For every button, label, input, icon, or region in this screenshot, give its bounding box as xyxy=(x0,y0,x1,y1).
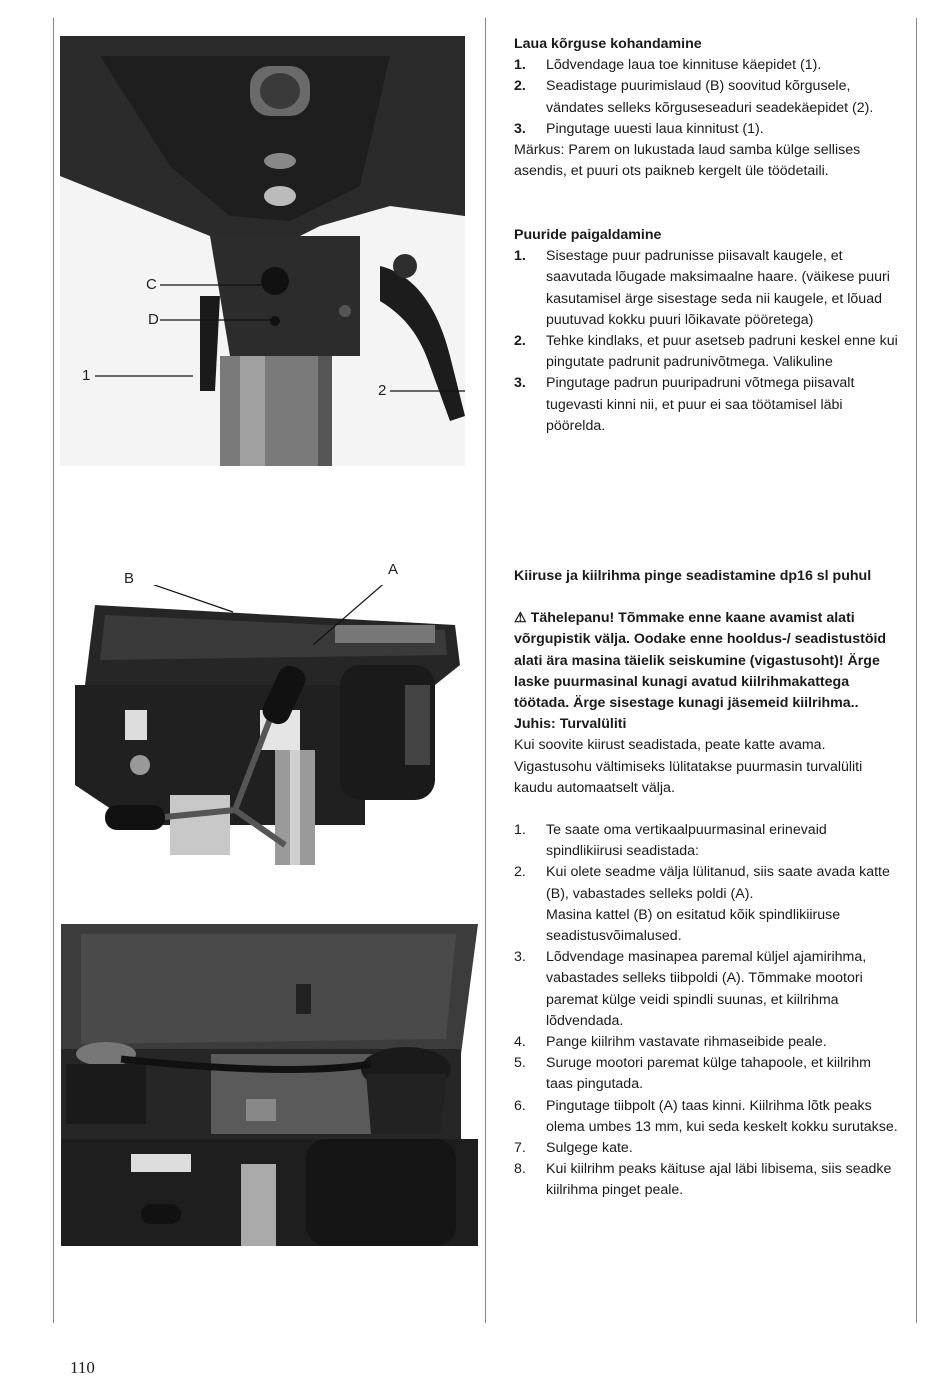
list-item: 5. Suruge mootori paremat külge tahapoole, et kiilrihm taas pingutada. xyxy=(514,1055,871,1093)
page-number: 110 xyxy=(70,1358,95,1377)
list-item: 3. Pingutage padrun puuripadruni võtmega piisavalt tugevasti kinni nii, et puur ei saa töötamisel läbi pöörelda. xyxy=(514,375,855,434)
callout-b: B xyxy=(124,570,135,587)
warning-text: ⚠ Tähelepanu! Tõmmake enne kaane avamist alati võrgupistik välja. Oodake enne hooldus-/ seadistustöid alati ära masina täielik seiskumine (vigastusoht)! Ärge laske puurmasinal kunagi avatud kiilrihmakattega töötada. Ärge sisestage kunagi jäsemeid kiilrihma.. xyxy=(514,610,887,712)
list-item: 1. Sisestage puur padrunisse piisavalt kaugele, et saavutada lõugade maksimaalne haare. (väikese puuri kasutamisel ärge sisestage seda nii kaugele, et lõuad puutuvad kokku puuri lõikavate pööretega) xyxy=(514,248,890,328)
list-item: 2. Seadistage puurimislaud (B) soovitud kõrgusele, vändates selleks kõrguseseaduri seadekäepidet (2). xyxy=(514,78,874,116)
list-item: 1. Te saate oma vertikaalpuurmasinal erinevaid spindlikiirusi seadistada: xyxy=(514,822,827,860)
hint-title: Juhis: Turvalüliti xyxy=(514,716,627,733)
photo-open-belt-cover xyxy=(61,924,478,1246)
section-title-speed-belt: Kiiruse ja kiilrihma pinge seadistamine dp16 sl puhul xyxy=(514,568,872,584)
right-margin-rule xyxy=(916,18,917,1323)
column-divider xyxy=(485,18,486,1323)
callout-a: A xyxy=(388,561,399,578)
list-item: 6. Pingutage tiibpolt (A) taas kinni. Kiilrihma lõtk peaks olema umbes 13 mm, kui seda keskelt kokku surutakse. xyxy=(514,1097,898,1135)
list-item: 1. Lõdvendage laua toe kinnituse käepidet (1). xyxy=(514,57,822,74)
left-margin-rule xyxy=(53,18,54,1323)
list-item: 2. Tehke kindlaks, et puur asetseb padruni keskel enne kui pingutate padrunit padrunivõtmega. Valikuline xyxy=(514,333,898,371)
photo-table-height xyxy=(60,36,465,466)
section-title-drill-install: Puuride paigaldamine xyxy=(514,227,662,243)
list-item: 3. Lõdvendage masinapea paremal küljel ajamirihma, vabastades selleks tiibpoldi (A). Tõmmake mootori paremat külge veidi spindli suunas, et kiilrihma lõdvendada. xyxy=(514,949,867,1029)
note-table-height: Märkus: Parem on lukustada laud samba külge sellises asendis, et puuri ots paikneb kergelt üle töödetaili. xyxy=(514,142,861,180)
list-item: 2. Kui olete seadme välja lülitanud, siis saate avada katte (B), vabastades selleks poldi (A). Masina kattel (B) on esitatud kõik spindlikiiruse seadistusvõimalused. xyxy=(514,864,890,945)
callout-d: D xyxy=(148,311,159,328)
steps-speed-belt xyxy=(514,820,899,1202)
callout-1: 1 xyxy=(82,367,91,384)
callout-2: 2 xyxy=(378,382,387,399)
section-title-table-height: Laua kõrguse kohandamine xyxy=(514,36,702,52)
section-table-height xyxy=(514,34,899,182)
list-item: 3. Pingutage uuesti laua kinnitust (1). xyxy=(514,120,764,137)
steps-drill-install xyxy=(514,246,899,437)
callout-c: C xyxy=(146,276,157,293)
steps-table-height xyxy=(514,55,899,140)
list-item: 7. Sulgege kate. xyxy=(514,1140,633,1157)
list-item: 4. Pange kiilrihm vastavate rihmaseibide peale. xyxy=(514,1034,827,1051)
list-item: 8. Kui kiilrihm peaks käituse ajal läbi libisema, siis seadke kiilrihma pinget peale. xyxy=(514,1161,892,1199)
photo-drill-head-closed xyxy=(75,585,465,865)
hint-text: Kui soovite kiirust seadistada, peate katte avama. Vigastusohu vältimiseks lülitatakse puurmasin turvalüliti kaudu automaatselt välja. xyxy=(514,737,863,796)
section-speed-belt xyxy=(514,566,899,1202)
section-drill-install xyxy=(514,225,899,437)
